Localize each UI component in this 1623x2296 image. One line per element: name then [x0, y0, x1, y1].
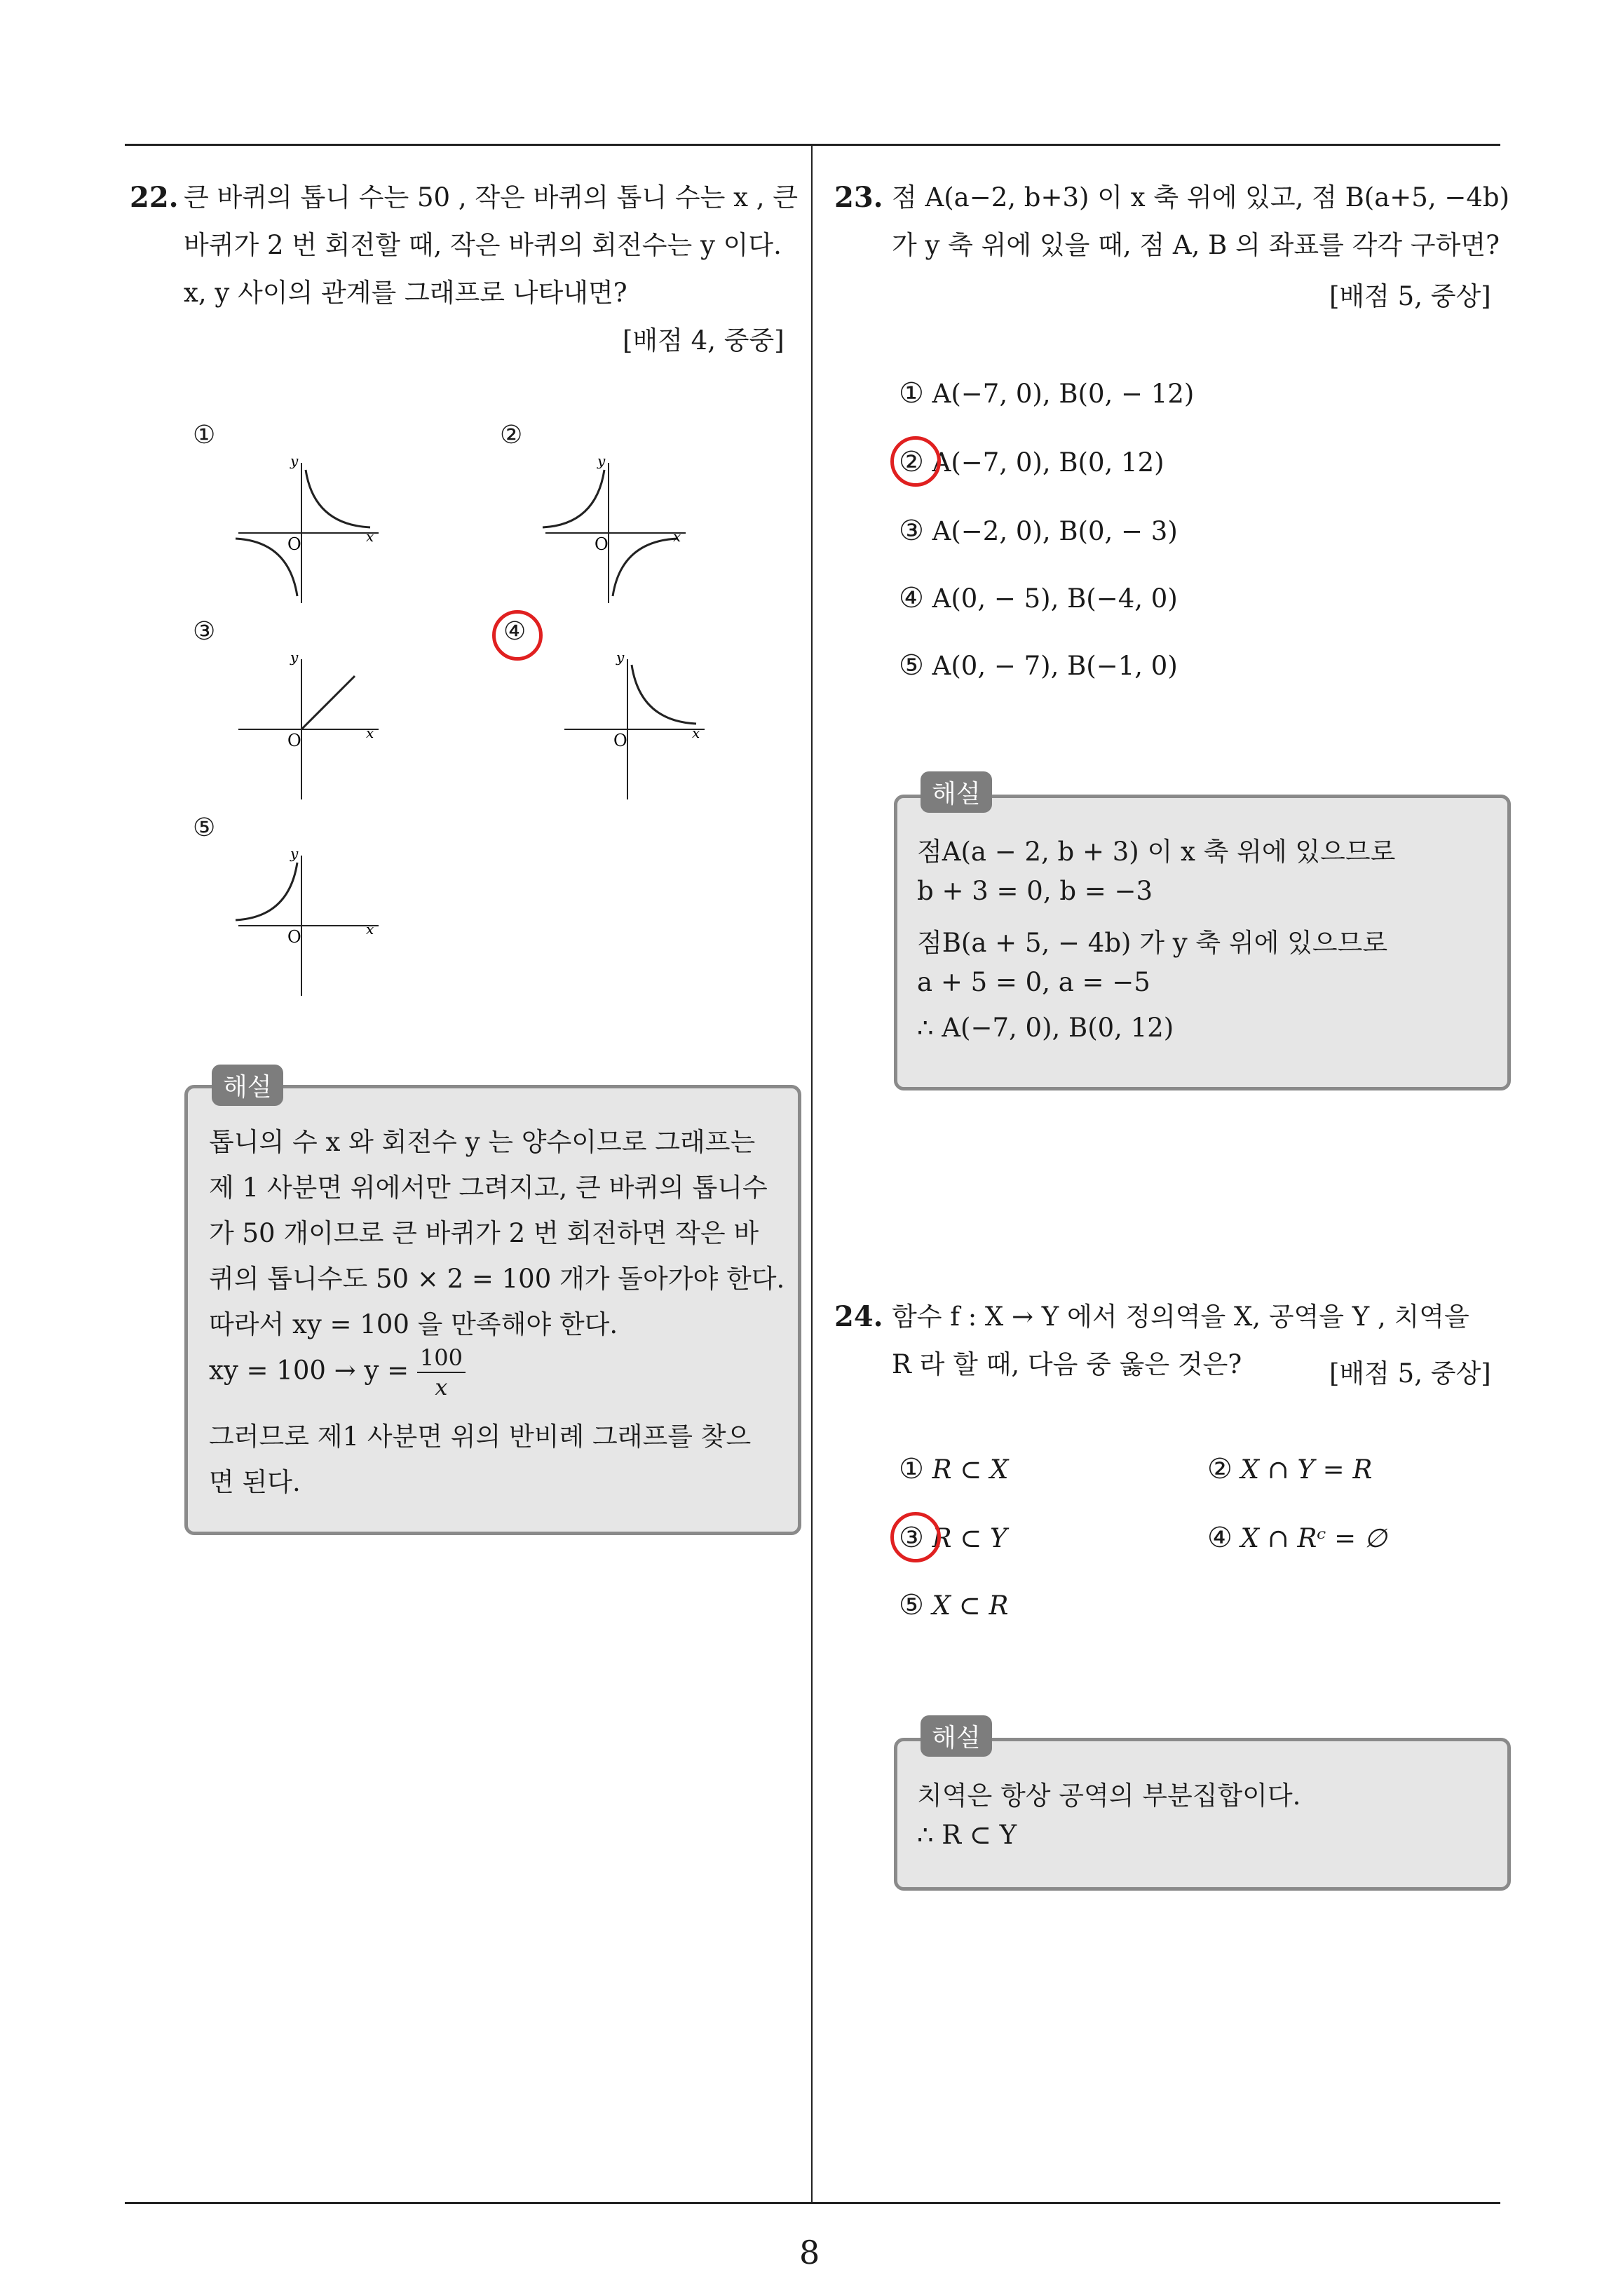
- question-text-line: 바퀴가 2 번 회전할 때, 작은 바퀴의 회전수는 y 이다.: [184, 230, 782, 260]
- choice-1[interactable]: [899, 377, 1194, 410]
- bottom-rule: [125, 2202, 1500, 2204]
- svg-text:x: x: [366, 921, 374, 938]
- question-text-line: R 라 할 때, 다음 중 옳은 것은?: [892, 1349, 1242, 1379]
- svg-text:y: y: [290, 649, 299, 666]
- explanation-label: 해설: [921, 1715, 992, 1757]
- explanation-line: 면 된다.: [209, 1467, 301, 1497]
- explanation-line: a + 5 = 0, a = −5: [917, 967, 1150, 997]
- explanation-label: 해설: [212, 1065, 283, 1106]
- choice-mark: ④: [1207, 1522, 1232, 1554]
- svg-text:O: O: [287, 731, 301, 750]
- choice-5[interactable]: [899, 649, 1178, 682]
- choice-mark: ⑤: [899, 1589, 924, 1621]
- column-divider: [811, 144, 813, 2202]
- svg-text:y: y: [290, 845, 299, 862]
- explanation-line: b + 3 = 0, b = −3: [917, 876, 1153, 906]
- choice-mark[interactable]: ④: [503, 617, 527, 646]
- graph-3-linear: [224, 645, 386, 806]
- choice-mark: ⑤: [899, 649, 924, 682]
- choice-3[interactable]: [899, 515, 1178, 547]
- choice-mark: ①: [899, 377, 924, 410]
- svg-text:O: O: [287, 927, 301, 947]
- choice-mark: ③: [899, 515, 924, 547]
- page-number: 8: [799, 2234, 820, 2271]
- explanation-line: 그러므로 제1 사분면 위의 반비례 그래프를 찾으: [209, 1422, 752, 1452]
- question-number: 22.: [130, 181, 179, 214]
- question-text-line: x, y 사이의 관계를 그래프로 나타내면?: [184, 278, 627, 308]
- formula-prefix: xy = 100 → y =: [209, 1355, 409, 1386]
- explanation-line: 가 50 개이므로 큰 바퀴가 2 번 회전하면 작은 바: [209, 1218, 759, 1248]
- explanation-line: 퀴의 톱니수도 50 × 2 = 100 개가 돌아가야 한다.: [209, 1264, 785, 1294]
- choice-text: R ⊂ Y: [932, 1523, 1007, 1553]
- top-rule: [125, 144, 1500, 146]
- choice-mark: ④: [899, 582, 924, 614]
- choice-4[interactable]: [899, 582, 1178, 614]
- fraction: [417, 1344, 466, 1401]
- choice-mark: ②: [1207, 1453, 1232, 1485]
- choice-text: R ⊂ X: [932, 1454, 1009, 1485]
- explanation-line: 톱니의 수 x 와 회전수 y 는 양수이므로 그래프는: [209, 1127, 756, 1157]
- choice-text: A(0, − 5), B(−4, 0): [932, 583, 1178, 614]
- graph-5-curve-q2: [224, 842, 386, 1003]
- choice-text: X ∩ Rᶜ = ∅: [1240, 1523, 1387, 1553]
- score-label: [배점 4, 중중]: [623, 325, 785, 356]
- svg-text:x: x: [366, 528, 374, 545]
- explanation-line: 치역은 항상 공역의 부분집합이다.: [917, 1781, 1301, 1811]
- answer-circle: [492, 610, 543, 661]
- choice-mark[interactable]: ②: [500, 421, 523, 450]
- explanation-line: ∴ R ⊂ Y: [917, 1820, 1017, 1850]
- choice-mark: ②: [899, 446, 924, 478]
- choice-4[interactable]: [1207, 1522, 1387, 1554]
- question-text-line: 가 y 축 위에 있을 때, 점 A, B 의 좌표를 각각 구하면?: [892, 230, 1500, 260]
- svg-text:y: y: [290, 452, 299, 469]
- choice-mark[interactable]: ⑤: [193, 813, 216, 842]
- svg-text:O: O: [287, 534, 301, 554]
- answer-circle: [890, 1512, 941, 1562]
- svg-text:x: x: [673, 528, 681, 545]
- choice-mark[interactable]: ③: [193, 617, 216, 646]
- fraction-denominator: x: [435, 1374, 448, 1400]
- score-label: [배점 5, 중상]: [1329, 1358, 1491, 1389]
- question-number: 24.: [834, 1300, 883, 1333]
- explanation-line: 점A(a − 2, b + 3) 이 x 축 위에 있으므로: [917, 837, 1396, 867]
- explanation-line: 따라서 xy = 100 을 만족해야 한다.: [209, 1309, 618, 1339]
- graph-4-hyperbola-q1-only: [550, 645, 712, 806]
- svg-text:O: O: [595, 534, 609, 554]
- score-label: [배점 5, 중상]: [1329, 281, 1491, 311]
- svg-text:O: O: [613, 731, 627, 750]
- formula-line: [209, 1344, 466, 1401]
- graph-2-hyperbola-q2-q4: [531, 449, 693, 610]
- fraction-numerator: 100: [417, 1344, 466, 1373]
- choice-text: A(−7, 0), B(0, − 12): [932, 379, 1195, 409]
- choice-text: X ∩ Y = R: [1240, 1454, 1373, 1485]
- choice-text: A(−7, 0), B(0, 12): [932, 447, 1164, 478]
- explanation-line: 점B(a + 5, − 4b) 가 y 축 위에 있으므로: [917, 928, 1388, 958]
- svg-text:y: y: [597, 452, 606, 469]
- explanation-line: ∴ A(−7, 0), B(0, 12): [917, 1013, 1174, 1043]
- explanation-line: 제 1 사분면 위에서만 그려지고, 큰 바퀴의 톱니수: [209, 1173, 768, 1203]
- choice-mark[interactable]: ①: [193, 421, 216, 450]
- svg-text:y: y: [616, 649, 625, 666]
- question-text-line: 점 A(a−2, b+3) 이 x 축 위에 있고, 점 B(a+5, −4b): [892, 182, 1510, 212]
- choice-text: A(−2, 0), B(0, − 3): [932, 516, 1178, 546]
- svg-text:x: x: [366, 724, 374, 741]
- question-number: 23.: [834, 181, 883, 214]
- svg-text:x: x: [692, 724, 700, 741]
- choice-5[interactable]: [899, 1589, 1008, 1621]
- choice-2[interactable]: [1207, 1453, 1372, 1485]
- question-text-line: 함수 f : X → Y 에서 정의역을 X, 공역을 Y , 치역을: [892, 1302, 1469, 1332]
- explanation-box: [894, 1738, 1511, 1891]
- choice-text: A(0, − 7), B(−1, 0): [932, 651, 1178, 681]
- answer-circle: [890, 436, 941, 487]
- choice-mark: ①: [899, 1453, 924, 1485]
- explanation-label: 해설: [921, 771, 992, 813]
- choice-text: X ⊂ R: [932, 1591, 1009, 1621]
- choice-1[interactable]: [899, 1453, 1008, 1485]
- question-text-line: 큰 바퀴의 톱니 수는 50 , 작은 바퀴의 톱니 수는 x , 큰: [184, 182, 798, 212]
- choice-mark: ③: [899, 1522, 924, 1554]
- graph-1-hyperbola-q1-q3: [224, 449, 386, 610]
